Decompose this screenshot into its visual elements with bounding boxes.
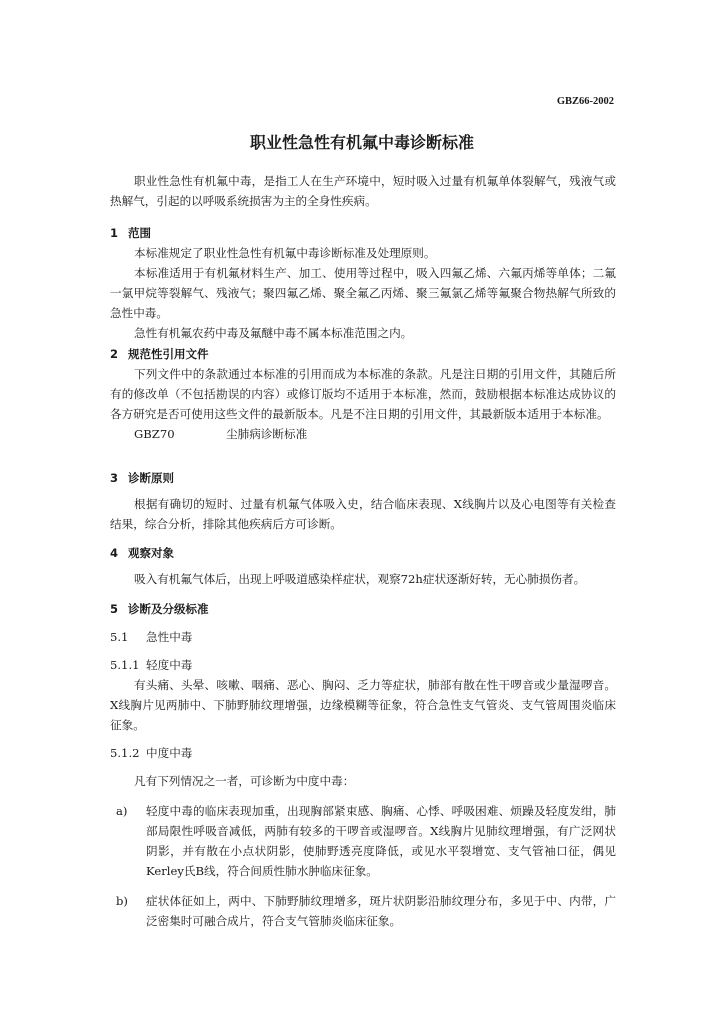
list-item-b-text: 症状体征如上，两中、下肺野肺纹理增多，斑片状阴影沿肺纹理分布，多见于中、内带，广泛密集时可融合成片，符合支气管肺炎临床征象。 xyxy=(146,894,616,928)
section-1-number: 1 xyxy=(110,226,119,240)
section-3 xyxy=(110,468,616,534)
list-item-b-label: b) xyxy=(116,894,128,908)
reference-entry xyxy=(110,424,616,444)
list-item-a-text: 轻度中毒的临床表现加重，出现胸部紧束感、胸痛、心悸、呼吸困难、烦躁及轻度发绀，肺部局限性呼吸音减低，两肺有较多的干啰音或湿啰音。X线胸片见肺纹理增强，有广泛网状阴影，并有散在小点状阴影，使肺野透亮度降低，或见水平裂增宽、支气管袖口征，偶见Kerley氏B线，符合间质性肺水肿临床征象。 xyxy=(146,804,616,878)
subsection-5-1-1-paragraph: 有头痛、头晕、咳嗽、咽痛、恶心、胸闷、乏力等症状，肺部有散在性干啰音或少量湿啰音。X线胸片见两肺中、下肺野肺纹理增强，边缘模糊等征象，符合急性支气管炎、支气管周围炎临床征象。 xyxy=(110,678,616,732)
section-4-paragraph-1: 吸入有机氟气体后，出现上呼吸道感染样症状，观察72h症状逐渐好转，无心肺损伤者。 xyxy=(134,572,586,586)
section-5-number: 5 xyxy=(110,602,119,616)
subsection-5-1-title: 急性中毒 xyxy=(146,630,193,644)
reference-code: GBZ70 xyxy=(134,427,175,441)
section-3-heading xyxy=(110,468,616,488)
subsection-5-1-number: 5.1 xyxy=(110,630,129,644)
subsection-5-1-heading xyxy=(110,627,616,647)
reference-name: 尘肺病诊断标准 xyxy=(226,427,308,441)
list-item-a-label: a) xyxy=(116,804,128,818)
subsection-5-1-2-paragraph: 凡有下列情况之一者，可诊断为中度中毒： xyxy=(134,774,355,788)
section-5-heading xyxy=(110,599,616,619)
subsection-5-1-2-number: 5.1.2 xyxy=(110,746,140,760)
section-4-heading xyxy=(110,543,616,563)
section-4-title: 观察对象 xyxy=(128,546,174,560)
list-item-a xyxy=(110,801,616,881)
list-item-b xyxy=(110,891,616,931)
section-4-number: 4 xyxy=(110,546,119,560)
document-title: 职业性急性有机氟中毒诊断标准 xyxy=(249,133,474,152)
section-1-title: 范围 xyxy=(128,226,151,240)
section-1-heading xyxy=(110,223,616,243)
intro-block xyxy=(110,171,616,211)
subsection-5-1-1-number: 5.1.1 xyxy=(110,658,140,672)
section-3-title: 诊断原则 xyxy=(128,471,174,485)
standard-code: GBZ66-2002 xyxy=(556,96,614,107)
subsection-5-1-1-title: 轻度中毒 xyxy=(146,658,193,672)
subsection-5-1-2-title: 中度中毒 xyxy=(146,746,193,760)
section-2-title: 规范性引用文件 xyxy=(128,347,209,361)
section-2-paragraph-1: 下列文件中的条款通过本标准的引用而成为本标准的条款。凡是注日期的引用文件，其随后所有的修改单（不包括勘误的内容）或修订版均不适用于本标准，然而，鼓励根据本标准达成协议的各方研究是否可使用这些文件的最新版本。凡是不注日期的引用文件，其最新版本适用于本标准。 xyxy=(110,367,616,421)
intro-paragraph: 职业性急性有机氟中毒，是指工人在生产环境中，短时吸入过量有机氟单体裂解气，残液气或热解气，引起的以呼吸系统损害为主的全身性疾病。 xyxy=(110,174,616,208)
section-1-paragraph-2: 本标准适用于有机氟材料生产、加工、使用等过程中，吸入四氟乙烯、六氟丙烯等单体；二氟一氯甲烷等裂解气、残液气；聚四氟乙烯、聚全氟乙丙烯、聚三氟氯乙烯等氟聚合物热解气所致的急性中毒。 xyxy=(110,266,616,320)
subsection-5-1-2-heading xyxy=(110,743,616,763)
section-3-paragraph-1: 根据有确切的短时、过量有机氟气体吸入史，结合临床表现、X线胸片以及心电图等有关检查结果，综合分析，排除其他疾病后方可诊断。 xyxy=(110,497,616,531)
section-5 xyxy=(110,599,616,931)
section-3-number: 3 xyxy=(110,471,119,485)
section-1-paragraph-1: 本标准规定了职业性急性有机氟中毒诊断标准及处理原则。 xyxy=(134,246,436,260)
section-2 xyxy=(110,344,616,444)
section-1-paragraph-3: 急性有机氟农药中毒及氟醚中毒不属本标准范围之内。 xyxy=(134,326,413,340)
subsection-5-1-1-heading xyxy=(110,655,616,675)
section-5-title: 诊断及分级标准 xyxy=(128,602,209,616)
section-2-heading xyxy=(110,344,616,364)
section-1 xyxy=(110,223,616,343)
section-2-number: 2 xyxy=(110,347,119,361)
section-4 xyxy=(110,543,616,589)
